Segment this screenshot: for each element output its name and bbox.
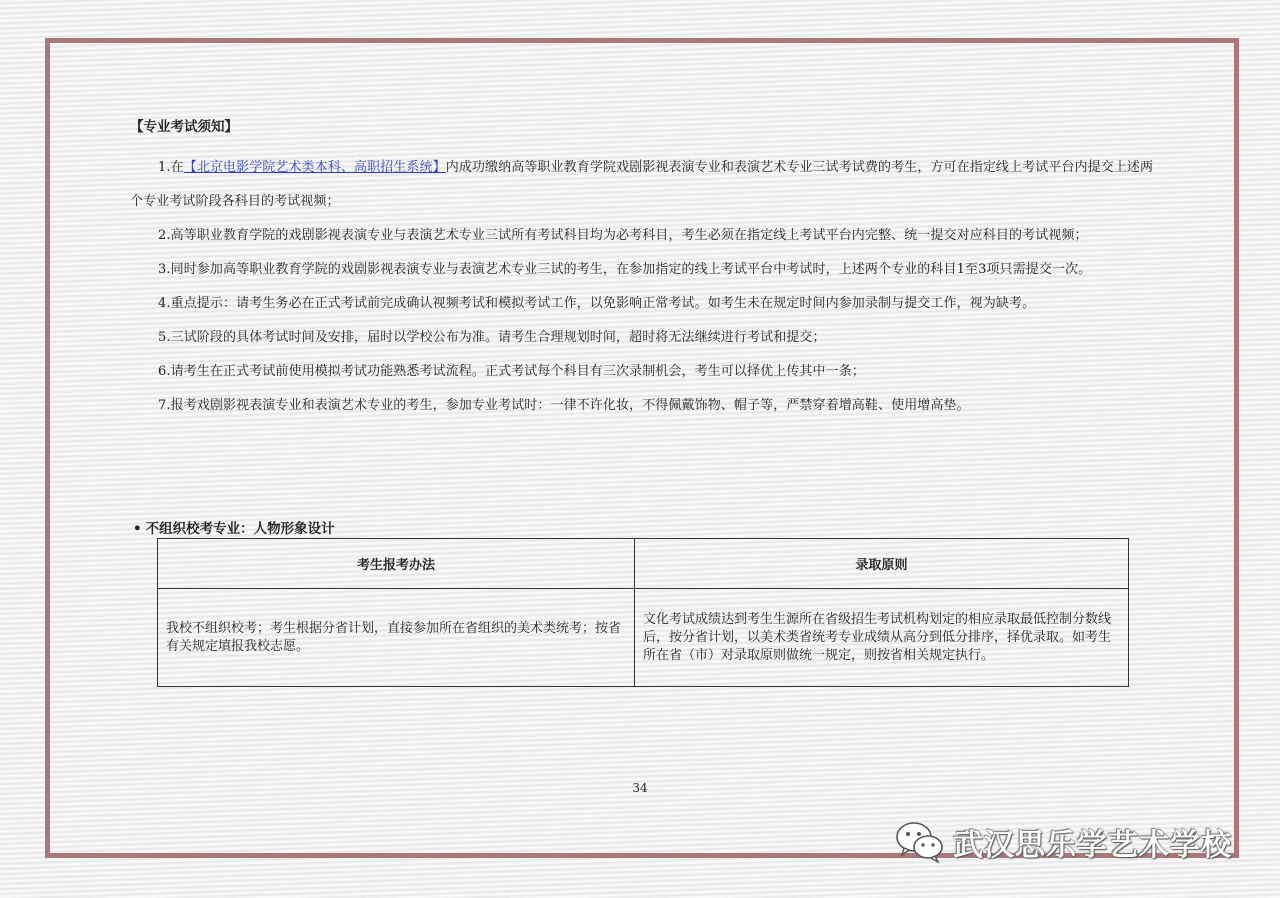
admission-table <box>157 538 1129 687</box>
section-title-text: 不组织校考专业：人物形象设计 <box>145 521 335 537</box>
admission-system-link[interactable]: 【北京电影学院艺术类本科、高职招生系统】 <box>183 160 446 175</box>
notice-item-1 <box>130 151 1160 219</box>
table-header-row <box>158 539 1129 589</box>
notice-heading: 【专业考试须知】 <box>130 119 238 135</box>
column-header-admission: 录取原则 <box>635 539 1129 589</box>
table-row <box>158 589 1129 687</box>
cell-admission-principle: 文化考试成绩达到考生生源所在省级招生考试机构划定的相应录取最低控制分数线后，按分省计划，以美术类省统考专业成绩从高分到低分排序，择优录取。如考生所在省（市）对录取原则做统一规定，则按省相关规定执行。 <box>635 589 1129 687</box>
notice-list <box>130 151 1160 423</box>
section-title <box>133 519 335 539</box>
notice-item-1-text: 内成功缴纳高等职业教育学院戏剧影视表演专业和表演艺术专业三试考试费的考生，方可在指定线上考试平台内提交上述两个专业考试阶段各科目的考试视频； <box>130 160 1154 209</box>
watermark <box>895 820 1232 864</box>
notice-item-6: 6.请考生在正式考试前使用模拟考试功能熟悉考试流程。正式考试每个科目有三次录制机会，考生可以择优上传其中一条； <box>158 364 865 379</box>
bullet: • <box>133 521 142 537</box>
exam-notice <box>130 117 1160 423</box>
notice-item-1-prefix: 1.在 <box>158 160 184 175</box>
wechat-icon <box>895 820 945 864</box>
notice-item-4: 4.重点提示：请考生务必在正式考试前完成确认视频考试和模拟考试工作，以免影响正常考试。如考生未在规定时间内参加录制与提交工作，视为缺考。 <box>158 296 1036 311</box>
column-header-application: 考生报考办法 <box>158 539 635 589</box>
watermark-text: 武汉思乐学艺术学校 <box>953 828 1232 863</box>
notice-item-7: 7.报考戏剧影视表演专业和表演艺术专业的考生，参加专业考试时：一律不许化妆，不得佩戴饰物、帽子等，严禁穿着增高鞋、使用增高垫。 <box>158 398 970 413</box>
notice-item-3: 3.同时参加高等职业教育学院的戏剧影视表演专业与表演艺术专业三试的考生，在参加指定的线上考试平台中考试时，上述两个专业的科目1至3项只需提交一次。 <box>158 262 1092 277</box>
notice-item-2: 2.高等职业教育学院的戏剧影视表演专业与表演艺术专业三试所有考试科目均为必考科目，考生必须在指定线上考试平台内完整、统一提交对应科目的考试视频； <box>158 228 1088 243</box>
page-number: 34 <box>632 781 648 795</box>
notice-item-5: 5.三试阶段的具体考试时间及安排，届时以学校公布为准。请考生合理规划时间，超时将无法继续进行考试和提交； <box>158 330 826 345</box>
cell-application-method: 我校不组织校考；考生根据分省计划，直接参加所在省组织的美术类统考；按省有关规定填报我校志愿。 <box>158 589 635 687</box>
